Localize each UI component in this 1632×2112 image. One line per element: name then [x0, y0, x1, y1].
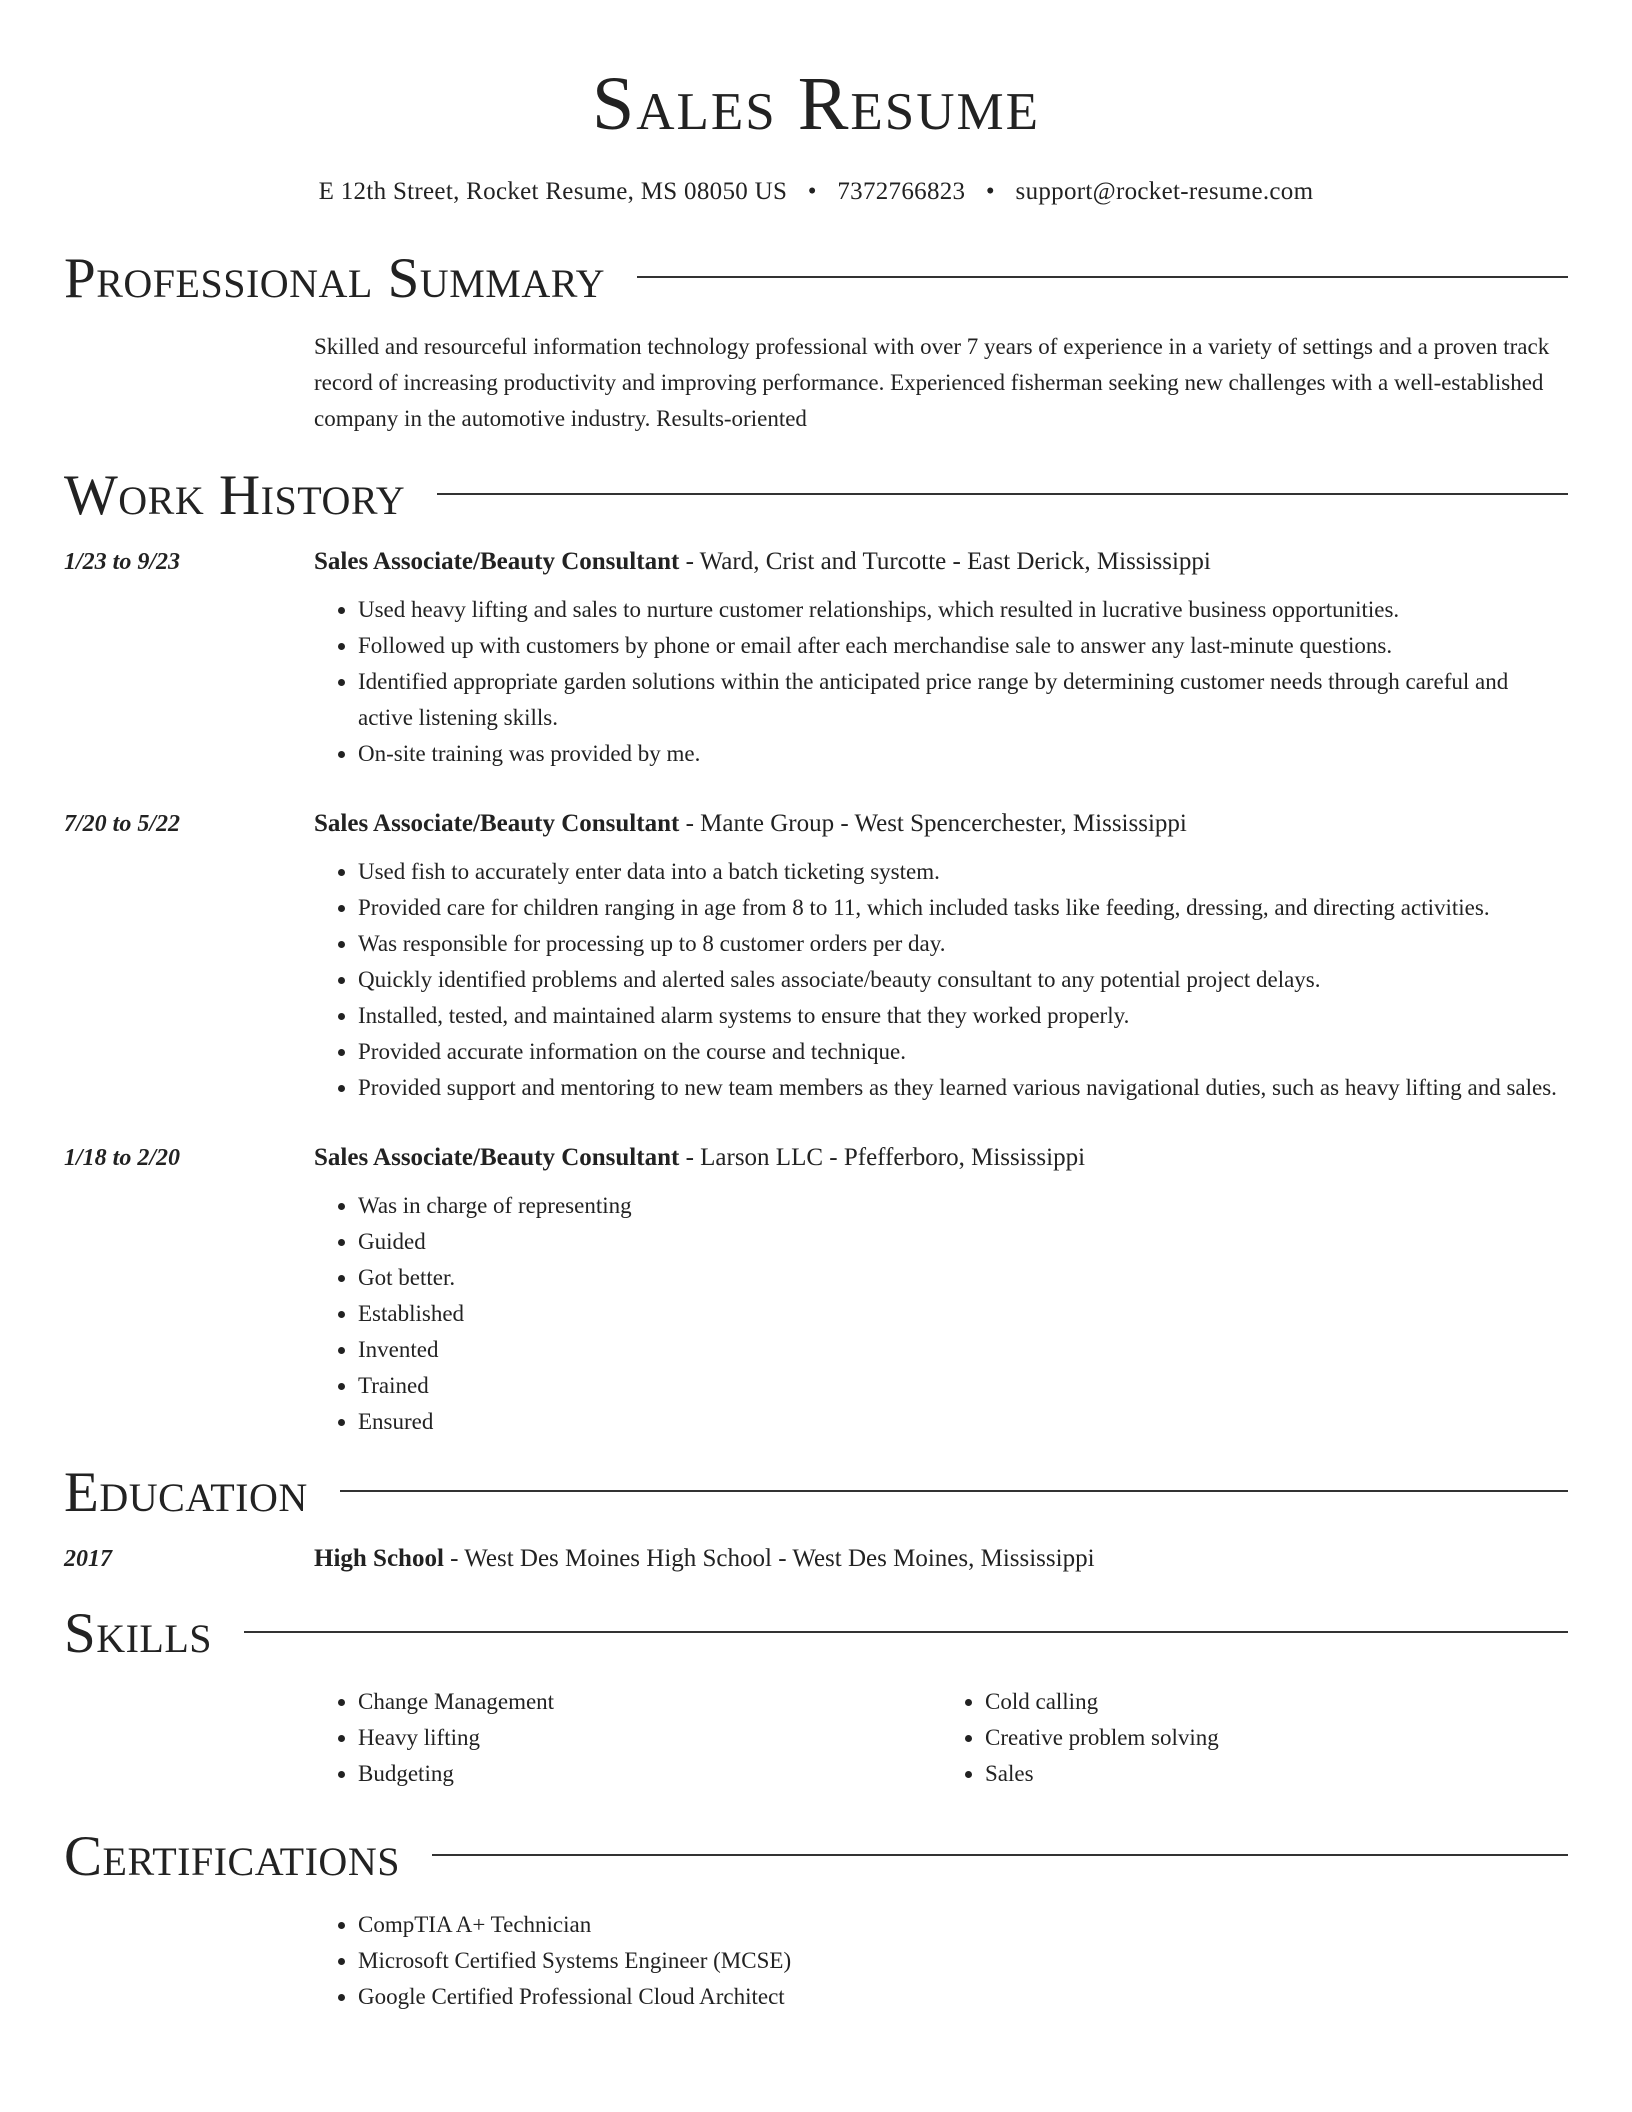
job-bullet: • Guided [358, 1224, 1568, 1260]
job-bullet: • Installed, tested, and maintained alarm systems to ensure that they worked properly. [358, 998, 1568, 1034]
skills-section-header [64, 1602, 1568, 1665]
job-headline [314, 546, 1568, 578]
job-bullet: • On-site training was provided by me. [358, 736, 1568, 772]
contact-separator: • [985, 178, 995, 205]
job-bullet: • Established [358, 1296, 1568, 1332]
section-divider [340, 1490, 1568, 1492]
job-date: 1/23 to 9/23 [64, 549, 181, 575]
skills-heading: Skills [64, 1602, 213, 1665]
resume-title: Sales Resume [591, 62, 1041, 146]
contact-line [64, 178, 1568, 206]
certifications-list [314, 1907, 1568, 2015]
job-entry [64, 1142, 1568, 1440]
job-bullet: • Was in charge of representing [358, 1188, 1568, 1224]
job-bullets [314, 1188, 1568, 1440]
job-bullet: • Provided accurate information on the course and technique. [358, 1034, 1568, 1070]
address: E 12th Street, Rocket Resume, MS 08050 US [318, 178, 788, 205]
job-headline [314, 808, 1568, 840]
education-date: 2017 [64, 1546, 112, 1572]
certification-item: • Microsoft Certified Systems Engineer (MCSE) [358, 1943, 1568, 1979]
summary-heading: Professional Summary [64, 247, 606, 310]
work-history-list [64, 546, 1568, 1440]
skill-item: • Heavy lifting [358, 1720, 941, 1756]
skill-item: • Sales [985, 1756, 1568, 1792]
job-bullet: • Ensured [358, 1404, 1568, 1440]
skill-item: • Change Management [358, 1684, 941, 1720]
job-bullet: • Used heavy lifting and sales to nurture customer relationships, which resulted in lucrative business opportunities. [358, 592, 1568, 628]
job-details: - Larson LLC - Pfefferboro, Mississippi [679, 1144, 1086, 1171]
job-role: Sales Associate/Beauty Consultant [314, 548, 680, 575]
certification-item: • CompTIA A+ Technician [358, 1907, 1568, 1943]
email: support@rocket-resume.com [1015, 178, 1314, 205]
job-body [314, 546, 1568, 772]
job-bullet: • Provided support and mentoring to new team members as they learned various navigational duties, such as heavy lifting and sales. [358, 1070, 1568, 1106]
job-bullets [314, 592, 1568, 772]
job-bullet: • Provided care for children ranging in age from 8 to 11, which included tasks like feeding, dressing, and directing activities. [358, 890, 1568, 926]
work-heading: Work History [64, 464, 406, 527]
education-degree: High School [314, 1545, 444, 1572]
skill-item: • Creative problem solving [985, 1720, 1568, 1756]
section-divider [437, 493, 1568, 495]
skills-column-right [941, 1684, 1568, 1792]
job-bullet: • Identified appropriate garden solutions within the anticipated price range by determining customer needs through careful and active listening skills. [358, 664, 1568, 736]
section-divider [637, 276, 1568, 278]
job-bullet: • Got better. [358, 1260, 1568, 1296]
job-body [314, 808, 1568, 1106]
job-details: - Mante Group - West Spencerchester, Mississippi [679, 810, 1187, 837]
skills-column-left [314, 1684, 941, 1792]
summary-section-header [64, 247, 1568, 310]
job-details: - Ward, Crist and Turcotte - East Derick, Mississippi [679, 548, 1211, 575]
education-heading: Education [64, 1461, 308, 1524]
summary-text: Skilled and resourceful information technology professional with over 7 years of experience in a variety of settings and a proven track record of increasing productivity and improving performance. Experienced fisherman seeking new challenges with a well-established company in the automotive industry. Results-oriented [314, 334, 1550, 431]
education-details: - West Des Moines High School - West Des Moines, Mississippi [443, 1545, 1095, 1572]
contact-separator: • [807, 178, 817, 205]
education-body [314, 1543, 1568, 1575]
job-date: 1/18 to 2/20 [64, 1145, 181, 1171]
job-bullets [314, 854, 1568, 1106]
job-body [314, 1142, 1568, 1440]
job-headline [314, 1142, 1568, 1174]
skill-item: • Cold calling [985, 1684, 1568, 1720]
job-entry [64, 808, 1568, 1106]
certifications-section-header [64, 1825, 1568, 1888]
resume-page [64, 0, 1568, 2112]
job-bullet: • Followed up with customers by phone or email after each merchandise sale to answer any last-minute questions. [358, 628, 1568, 664]
education-section-header [64, 1461, 1568, 1524]
job-bullet: • Quickly identified problems and alerted sales associate/beauty consultant to any potential project delays. [358, 962, 1568, 998]
work-section-header [64, 464, 1568, 527]
job-role: Sales Associate/Beauty Consultant [314, 1144, 680, 1171]
section-divider [432, 1854, 1568, 1856]
education-headline [314, 1543, 1568, 1575]
certifications-heading: Certifications [64, 1825, 400, 1888]
skills-list [314, 1684, 1568, 1792]
job-bullet: • Trained [358, 1368, 1568, 1404]
job-bullet: • Was responsible for processing up to 8 customer orders per day. [358, 926, 1568, 962]
job-date: 7/20 to 5/22 [64, 811, 181, 837]
education-entry [64, 1543, 1568, 1575]
job-bullet: • Invented [358, 1332, 1568, 1368]
job-entry [64, 546, 1568, 772]
job-bullet: • Used fish to accurately enter data into a batch ticketing system. [358, 854, 1568, 890]
skill-item: • Budgeting [358, 1756, 941, 1792]
section-divider [244, 1631, 1568, 1633]
phone: 7372766823 [837, 178, 966, 205]
job-role: Sales Associate/Beauty Consultant [314, 810, 680, 837]
certifications-items [314, 1907, 1568, 2015]
certification-item: • Google Certified Professional Cloud Architect [358, 1979, 1568, 2015]
